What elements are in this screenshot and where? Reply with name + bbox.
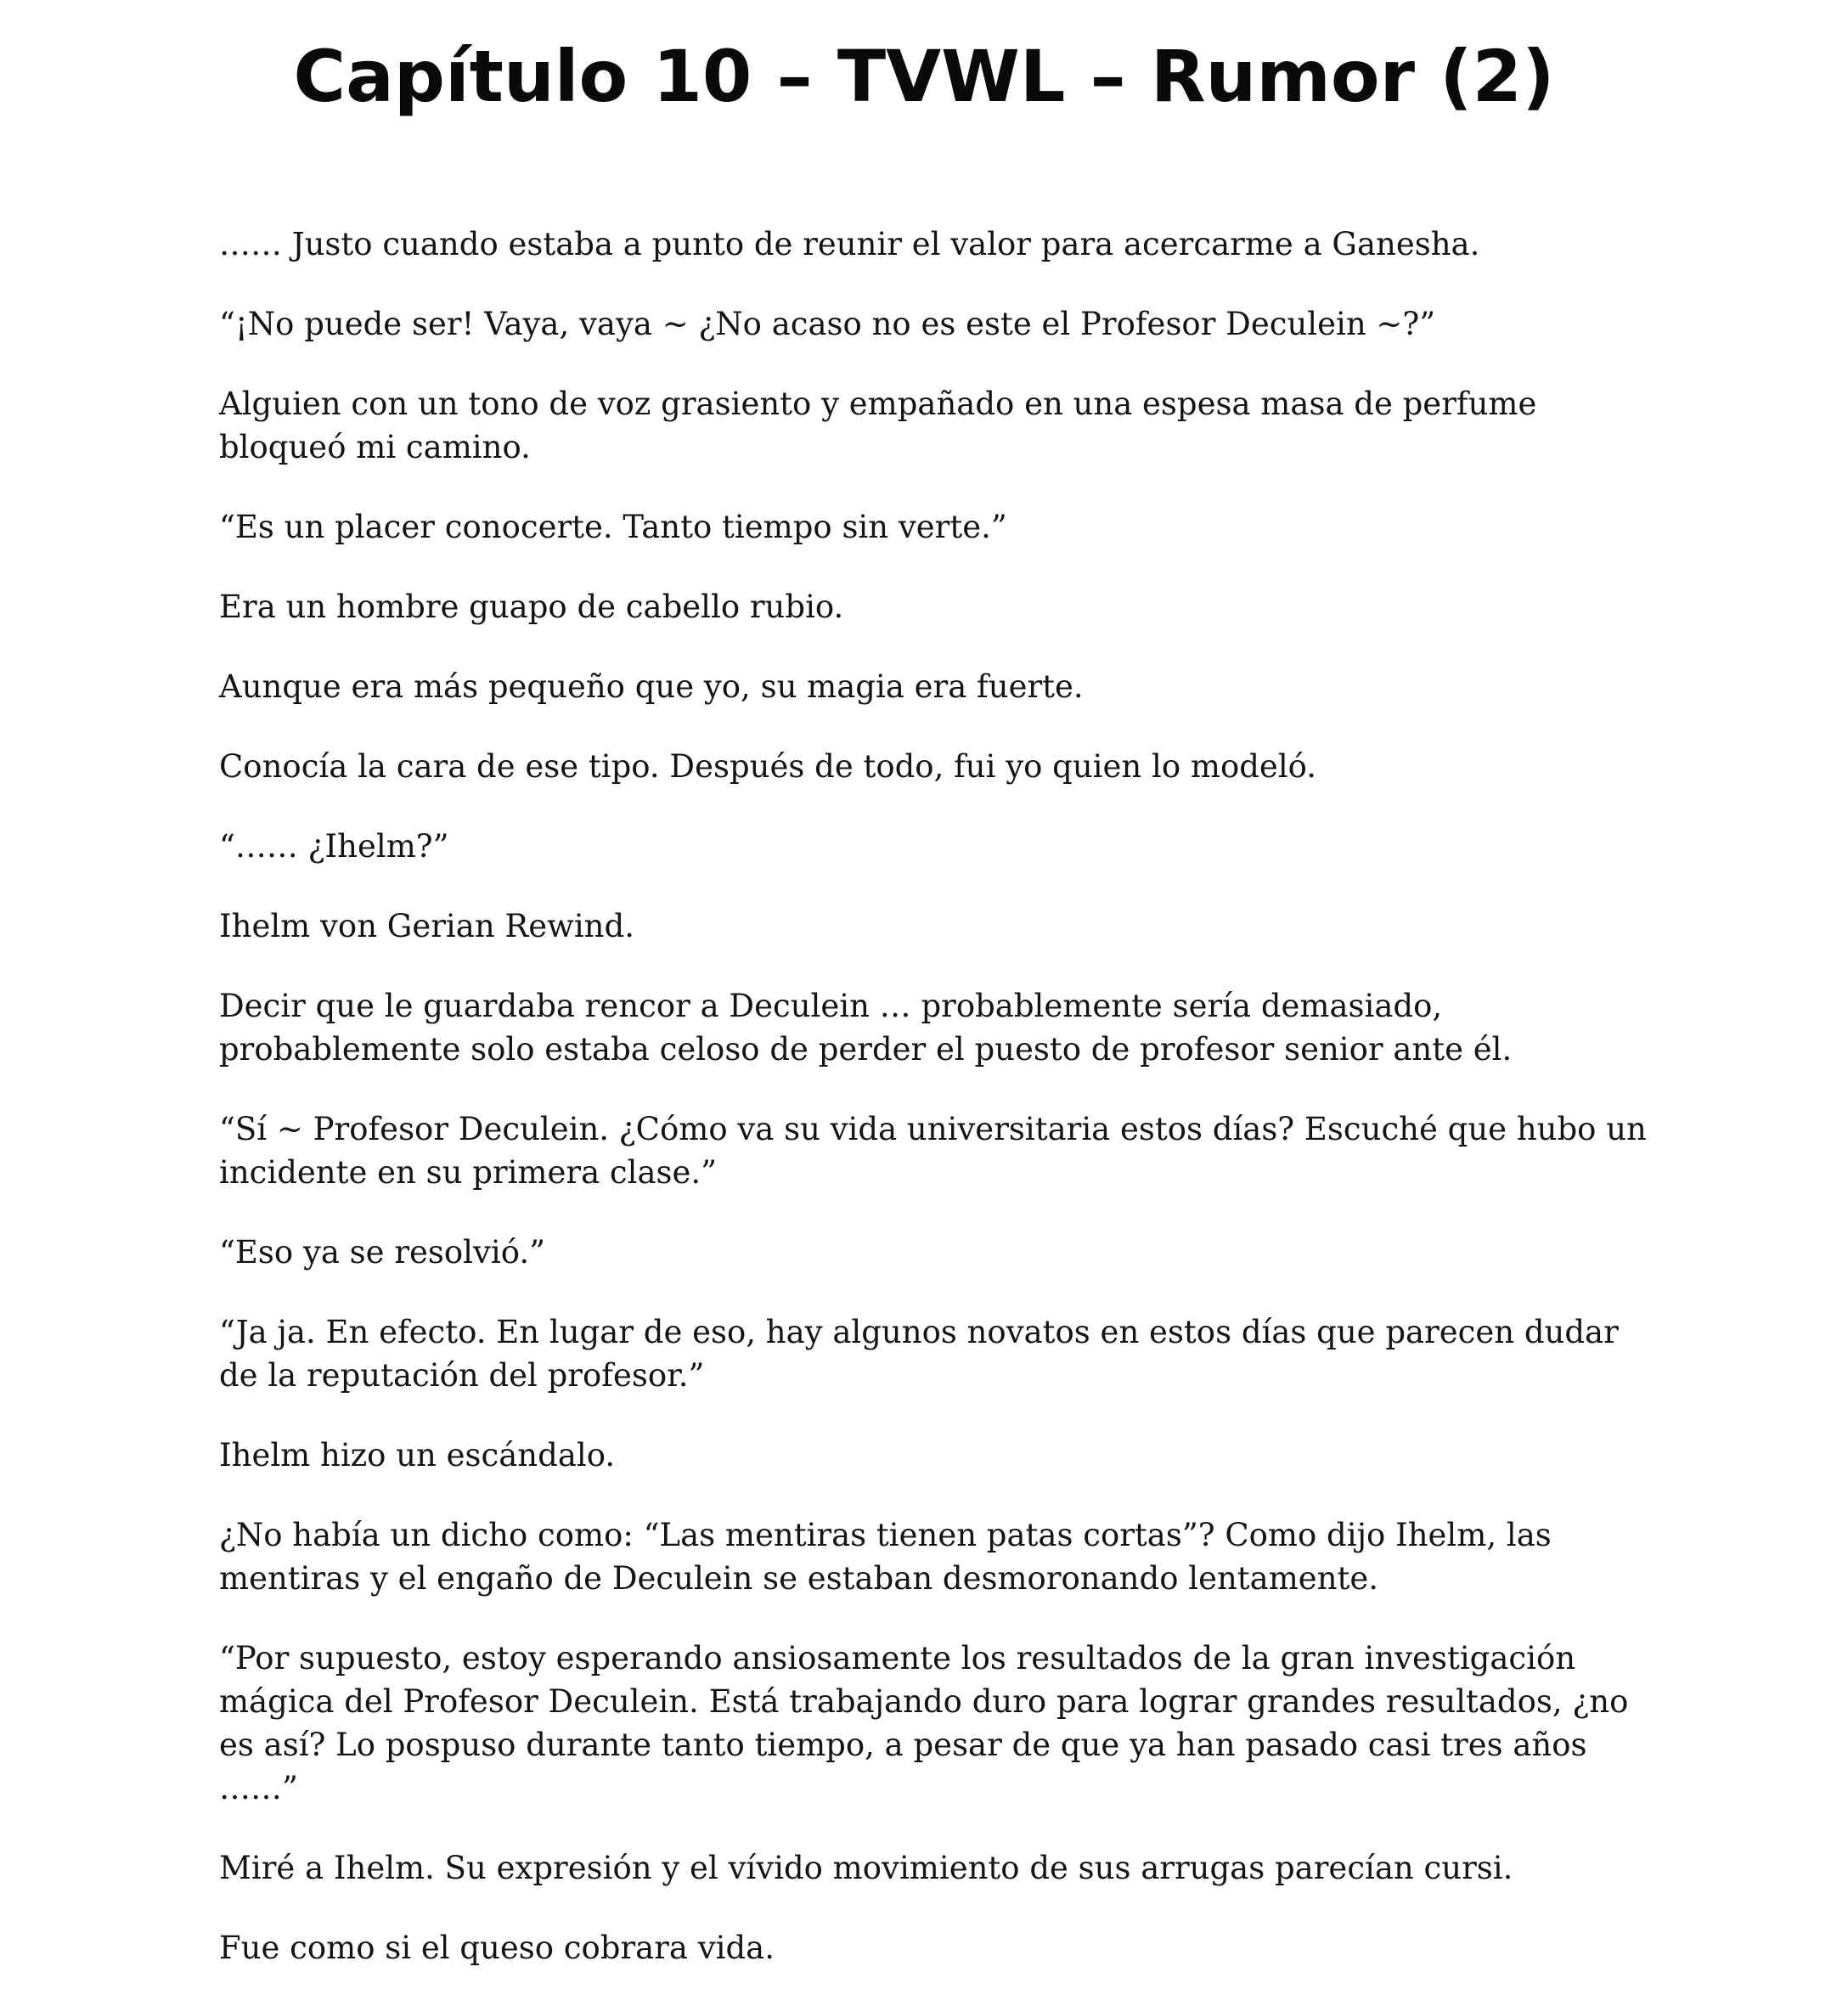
- paragraph: Conocía la cara de ese tipo. Después de todo, fui yo quien lo modeló.: [219, 748, 1317, 785]
- paragraph: Ihelm von Gerian Rewind.: [219, 908, 634, 944]
- chapter-body: [219, 223, 1663, 2006]
- paragraph: “Ja ja. En efecto. En lugar de eso, hay algunos novatos en estos días que parecen dudar de la reputación del profesor.”: [219, 1314, 1619, 1394]
- paragraph: Miré a Ihelm. Su expresión y el vívido movimiento de sus arrugas parecían cursi.: [219, 1850, 1513, 1886]
- paragraph: Era un hombre guapo de cabello rubio.: [219, 589, 844, 625]
- paragraph: ¿No había un dicho como: “Las mentiras tienen patas cortas”? Como dijo Ihelm, las mentiras y el engaño de Deculein se estaban desmoronando lentamente.: [219, 1517, 1552, 1597]
- paragraph: “¡No puede ser! Vaya, vaya ~ ¿No acaso no es este el Profesor Deculein ~?”: [219, 306, 1436, 342]
- paragraph: “…… ¿Ihelm?”: [219, 828, 449, 865]
- paragraph: …… Justo cuando estaba a punto de reunir el valor para acercarme a Ganesha.: [219, 226, 1480, 262]
- paragraph: Fue como si el queso cobrara vida.: [219, 1930, 775, 1966]
- paragraph: “Eso ya se resolvió.”: [219, 1234, 546, 1271]
- paragraph: Alguien con un tono de voz grasiento y empañado en una espesa masa de perfume bloqueó mi camino.: [219, 386, 1537, 465]
- paragraph: Decir que le guardaba rencor a Deculein … probablemente sería demasiado, probablemente solo estaba celoso de perder el puesto de profesor senior ante él.: [219, 988, 1513, 1068]
- paragraph: “Es un placer conocerte. Tanto tiempo sin verte.”: [219, 509, 1007, 545]
- paragraph: “Por supuesto, estoy esperando ansiosamente los resultados de la gran investigación mágica del Profesor Deculein. Está trabajando duro para lograr grandes resultados, ¿no es así? Lo pospuso durante tanto tiempo, a pesar de que ya han pasado casi tres años ……”: [219, 1640, 1629, 1806]
- chapter-title: Capítulo 10 – TVWL – Rumor (2): [293, 35, 1555, 118]
- paragraph: Aunque era más pequeño que yo, su magia era fuerte.: [219, 668, 1084, 705]
- paragraph: “Sí ~ Profesor Deculein. ¿Cómo va su vida universitaria estos días? Escuché que hubo un incidente en su primera clase.”: [219, 1111, 1647, 1191]
- paragraph: Ihelm hizo un escándalo.: [219, 1437, 616, 1474]
